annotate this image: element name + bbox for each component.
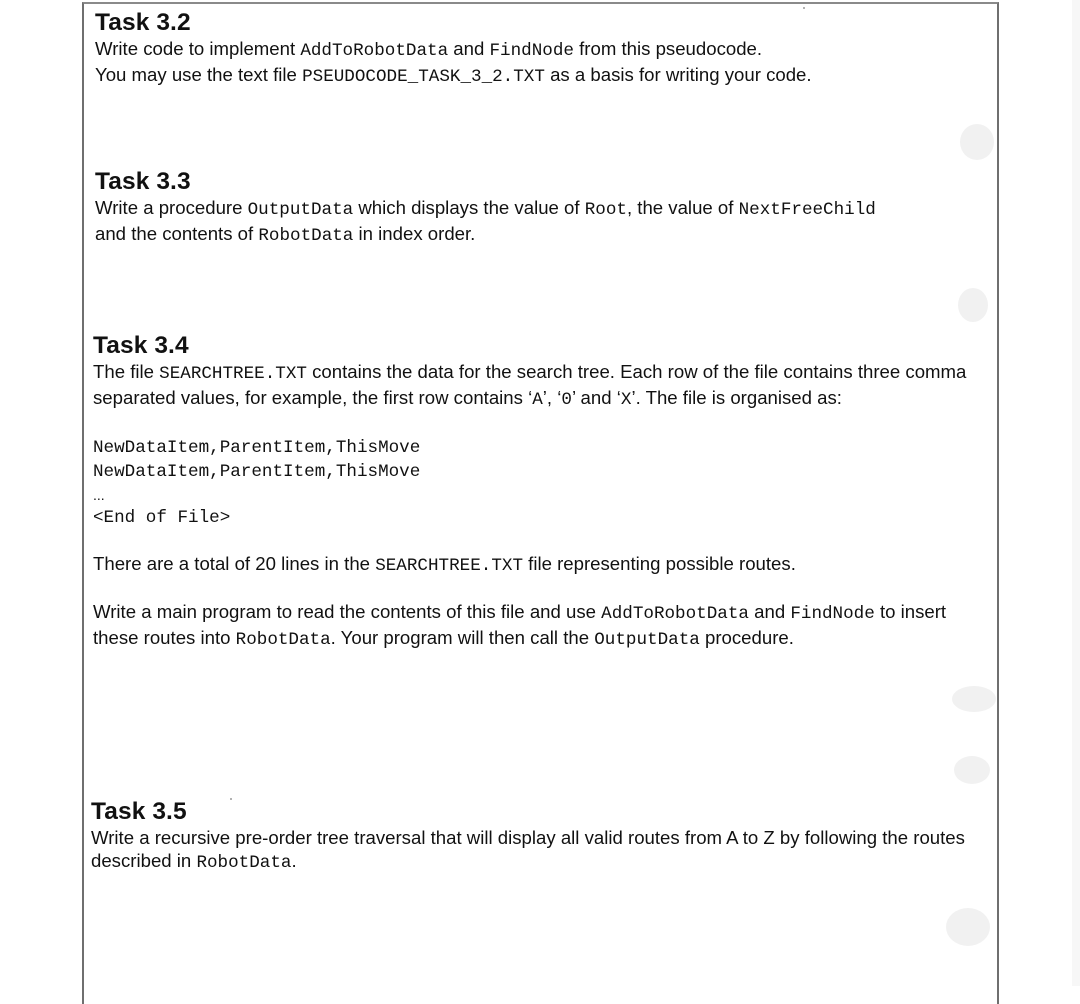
text: file representing possible routes. [523,553,796,574]
text: contains the data for the search tree. Each row of the file contains three comma separated values, for example, the first row contains ‘ [93,361,967,408]
task-3-4 [93,332,989,652]
code-term: A [532,390,543,410]
code-term: SEARCHTREE.TXT [375,556,523,576]
task-3-3-heading: Task 3.3 [95,168,191,195]
code-term: X [620,390,632,410]
task-3-4-paragraph-1 [93,360,989,412]
text: , the value of [626,197,739,218]
text: and [748,601,791,622]
code-line: NewDataItem,ParentItem,ThisMove [93,438,421,458]
file-format-code-block [93,436,989,530]
text: ’, ‘ [542,387,562,408]
task-3-2 [95,9,995,89]
code-term: SEARCHTREE.TXT [159,364,307,384]
task-3-4-paragraph-2 [93,552,989,578]
code-term: OutputData [247,200,354,220]
code-term: FindNode [790,604,875,624]
code-term: Root [584,200,627,220]
code-term: NextFreeChild [738,200,876,220]
text: ’ and ‘ [571,387,621,408]
task-3-3 [95,168,989,248]
text: Write a main program to read the contents of this file and use [93,601,602,622]
text: Write code to implement [95,38,301,59]
text: and [448,38,490,59]
code-term: RobotData [196,853,292,873]
code-term: RobotData [235,630,331,650]
text: as a basis for writing your code. [544,64,812,85]
task-3-2-text [95,37,995,89]
text: to insert these routes into [93,601,947,648]
task-3-3-text [95,196,989,248]
code-term: FindNode [489,41,574,61]
code-line: <End of File> [93,508,231,528]
text: Write a procedure [95,197,248,218]
code-ellipsis: ... [93,487,105,503]
task-3-5-heading: Task 3.5 [91,798,187,825]
text: The file [93,361,160,382]
code-term: AddToRobotData [300,41,449,61]
text: in index order. [353,223,476,244]
code-term: PSEUDOCODE_TASK_3_2.TXT [302,67,545,87]
text: from this pseudocode. [573,38,763,59]
text: There are a total of 20 lines in the [93,553,376,574]
text: . Your program will then call the [330,627,595,648]
code-line: NewDataItem,ParentItem,ThisMove [93,462,421,482]
text: Write a recursive pre-order tree traversal that will display all valid routes from A to Z by following the routes described in [91,827,965,871]
task-3-4-paragraph-3 [93,600,989,652]
task-3-5-text [91,826,989,875]
text: procedure. [699,627,794,648]
text: . [291,850,297,871]
code-term: RobotData [258,226,354,246]
code-term: OutputData [594,630,700,650]
text: and the contents of [95,223,259,244]
text: You may use the text file [95,64,303,85]
text: which displays the value of [353,197,585,218]
task-3-5 [91,798,989,875]
text: ’. The file is organised as: [631,387,842,408]
task-3-2-heading: Task 3.2 [95,9,191,36]
code-term: AddToRobotData [601,604,749,624]
task-3-4-heading: Task 3.4 [93,332,189,359]
code-term: 0 [561,390,572,410]
